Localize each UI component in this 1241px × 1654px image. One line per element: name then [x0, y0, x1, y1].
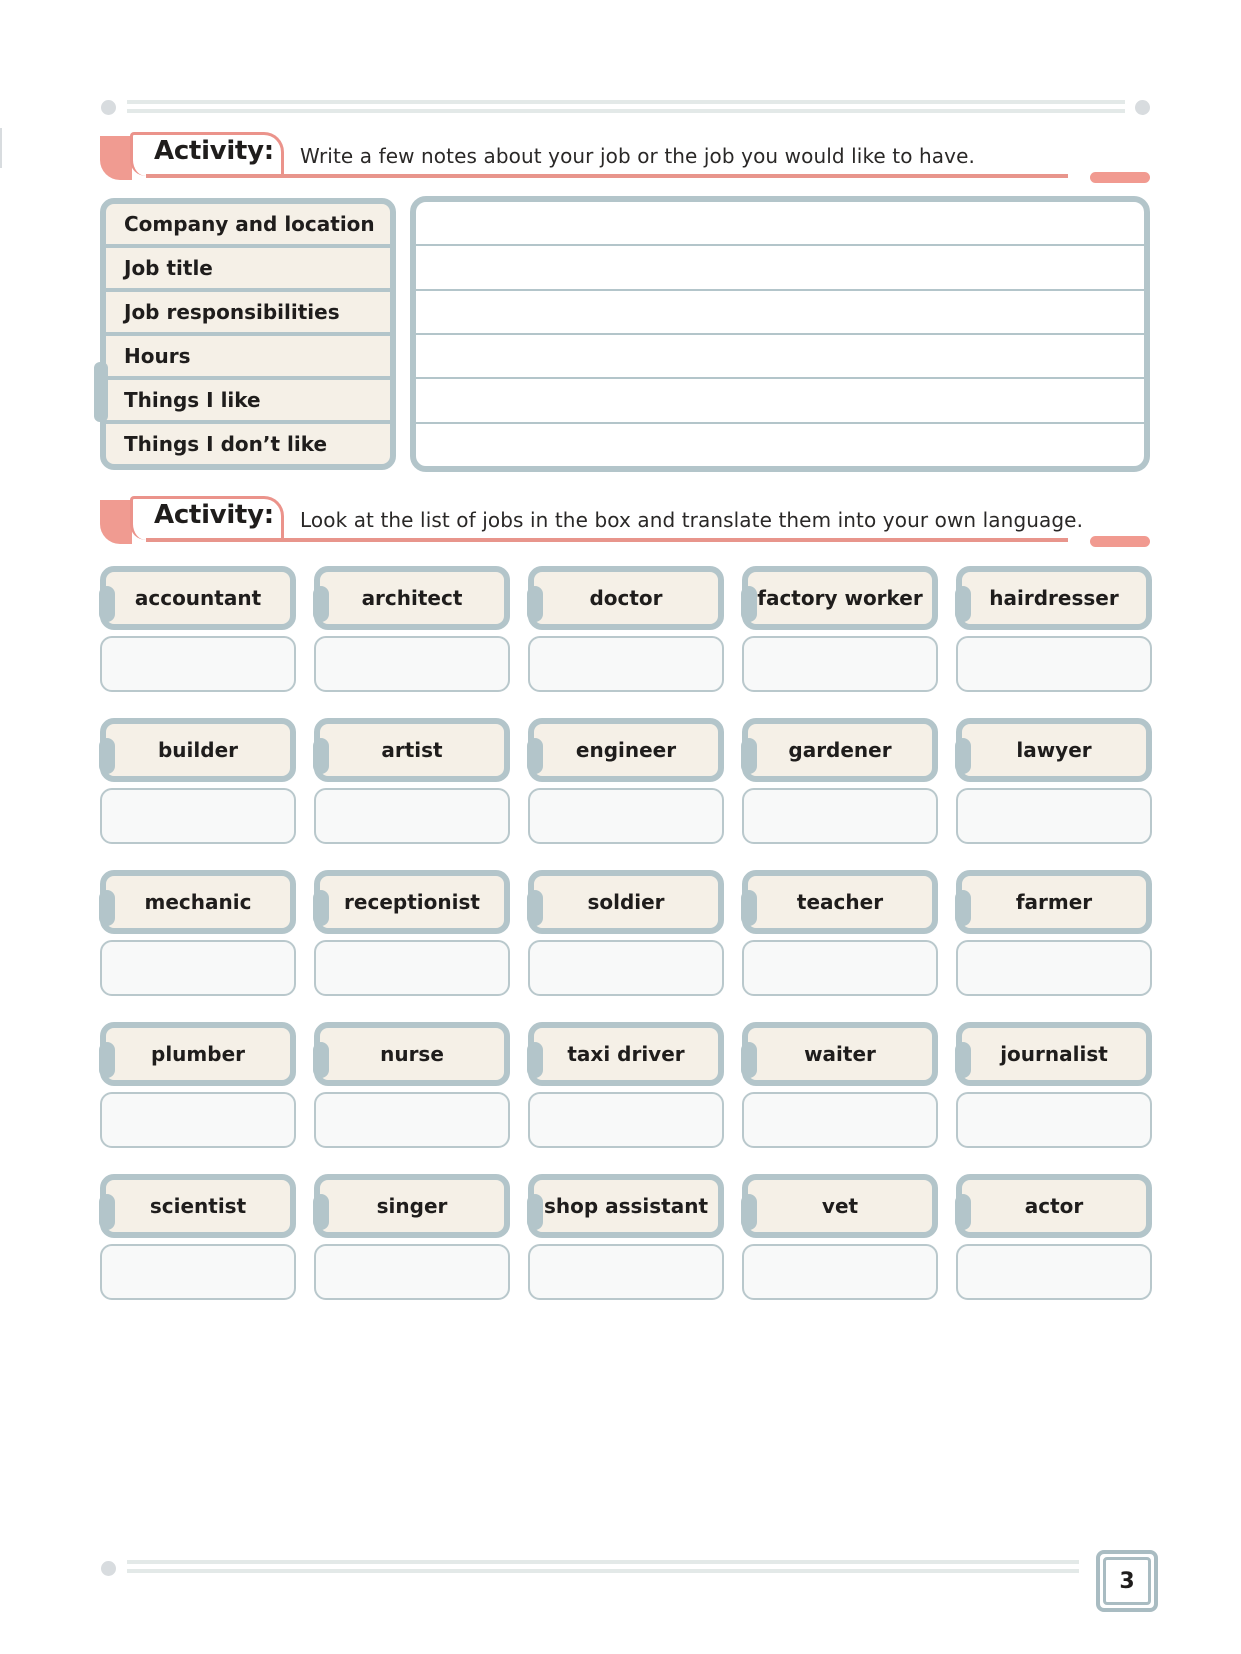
job-label-box	[528, 566, 724, 630]
translation-box	[742, 636, 938, 692]
job-label-tab	[741, 1194, 757, 1230]
job-label: engineer	[575, 738, 677, 762]
jobs-grid	[100, 566, 1152, 1302]
translation-box	[742, 788, 938, 844]
translation-box	[956, 1092, 1152, 1148]
bottom-rule-line	[127, 1560, 1079, 1564]
job-label: waiter	[804, 1042, 876, 1066]
job-label: actor	[1024, 1194, 1084, 1218]
notes-line	[416, 335, 1144, 379]
job-cell	[742, 1022, 938, 1150]
job-label: accountant	[134, 586, 262, 610]
translation-box	[956, 636, 1152, 692]
translation-input[interactable]	[744, 790, 940, 844]
job-label-box	[314, 566, 510, 630]
notes-label-dislikes: Things I don’t like	[106, 424, 390, 464]
job-cell	[100, 566, 296, 694]
job-label-box	[314, 1022, 510, 1086]
job-label: journalist	[1000, 1042, 1108, 1066]
top-rule-line	[127, 109, 1125, 113]
job-label: soldier	[587, 890, 665, 914]
job-label: factory worker	[757, 586, 923, 610]
translation-input[interactable]	[102, 1246, 298, 1300]
notes-label-likes: Things I like	[106, 380, 390, 420]
job-label-box	[742, 1174, 938, 1238]
translation-input[interactable]	[530, 638, 726, 692]
job-label-box	[956, 1174, 1152, 1238]
activity-tab-bar	[100, 500, 132, 544]
notes-side-tab	[94, 362, 108, 422]
job-label-tab	[955, 1042, 971, 1078]
translation-input[interactable]	[744, 1094, 940, 1148]
translation-input[interactable]	[958, 1094, 1154, 1148]
job-label-tab	[955, 738, 971, 774]
job-cell	[100, 1174, 296, 1302]
translation-box	[528, 1244, 724, 1300]
job-cell	[528, 718, 724, 846]
margin-mark	[0, 128, 2, 168]
activity-2-header	[100, 496, 1152, 548]
hours-input[interactable]	[416, 335, 1144, 377]
notes-line	[416, 424, 1144, 466]
activity-pill	[1090, 536, 1150, 547]
translation-input[interactable]	[102, 638, 298, 692]
job-label-box	[314, 1174, 510, 1238]
notes-label-job-title: Job title	[106, 248, 390, 288]
job-label: builder	[157, 738, 238, 762]
job-cell	[528, 566, 724, 694]
notes-label-hours: Hours	[106, 336, 390, 376]
top-rule-dot-left	[101, 100, 116, 115]
job-label: mechanic	[144, 890, 252, 914]
translation-box	[100, 636, 296, 692]
translation-input[interactable]	[530, 790, 726, 844]
job-label-box	[314, 870, 510, 934]
job-label-tab	[741, 1042, 757, 1078]
job-cell	[100, 718, 296, 846]
job-label: nurse	[380, 1042, 444, 1066]
job-label-tab	[955, 890, 971, 926]
translation-box	[742, 940, 938, 996]
job-label-tab	[99, 1194, 115, 1230]
notes-answers	[410, 196, 1150, 472]
job-label-box	[956, 870, 1152, 934]
job-title-input[interactable]	[416, 246, 1144, 288]
job-label-box	[528, 1174, 724, 1238]
job-cell	[956, 1174, 1152, 1302]
translation-input[interactable]	[316, 1246, 512, 1300]
translation-box	[314, 636, 510, 692]
job-cell	[314, 1022, 510, 1150]
job-label-tab	[955, 586, 971, 622]
bottom-rule-dot	[101, 1561, 116, 1576]
translation-box	[742, 1092, 938, 1148]
activity-tab-bar	[100, 136, 132, 180]
translation-input[interactable]	[102, 942, 298, 996]
job-label-box	[956, 566, 1152, 630]
job-cell	[956, 1022, 1152, 1150]
translation-input[interactable]	[102, 1094, 298, 1148]
translation-box	[528, 1092, 724, 1148]
job-label: plumber	[151, 1042, 245, 1066]
job-cell	[528, 1174, 724, 1302]
page-number: 3	[1103, 1557, 1151, 1605]
job-label-tab	[527, 1042, 543, 1078]
job-label: scientist	[149, 1194, 247, 1218]
job-cell	[314, 870, 510, 998]
translation-input[interactable]	[316, 942, 512, 996]
notes-line	[416, 202, 1144, 246]
translation-input[interactable]	[958, 1246, 1154, 1300]
translation-input[interactable]	[958, 638, 1154, 692]
job-label-tab	[741, 586, 757, 622]
job-label-box	[314, 718, 510, 782]
translation-input[interactable]	[316, 638, 512, 692]
notes-label-responsibilities: Job responsibilities	[106, 292, 390, 332]
job-label-tab	[313, 738, 329, 774]
job-cell	[956, 718, 1152, 846]
job-cell	[742, 1174, 938, 1302]
job-label: lawyer	[1016, 738, 1092, 762]
job-cell	[314, 718, 510, 846]
job-label-box	[528, 1022, 724, 1086]
job-label-box	[956, 718, 1152, 782]
translation-input[interactable]	[958, 942, 1154, 996]
translation-input[interactable]	[744, 942, 940, 996]
translation-box	[100, 1092, 296, 1148]
job-label: architect	[361, 586, 463, 610]
translation-box	[956, 1244, 1152, 1300]
translation-box	[314, 1092, 510, 1148]
activity-label: Activity:	[154, 500, 274, 530]
job-label-box	[100, 1174, 296, 1238]
dislikes-input[interactable]	[416, 424, 1144, 466]
notes-labels	[100, 198, 396, 470]
job-label-tab	[527, 586, 543, 622]
notes-line	[416, 379, 1144, 423]
translation-input[interactable]	[102, 790, 298, 844]
job-label-tab	[99, 738, 115, 774]
activity-label: Activity:	[154, 136, 274, 166]
translation-box	[528, 788, 724, 844]
job-label-box	[100, 718, 296, 782]
job-label: vet	[821, 1194, 859, 1218]
translation-box	[100, 1244, 296, 1300]
translation-input[interactable]	[744, 638, 940, 692]
job-label: receptionist	[344, 890, 480, 914]
translation-input[interactable]	[316, 790, 512, 844]
activity-underline	[146, 538, 1068, 542]
translation-input[interactable]	[316, 1094, 512, 1148]
translation-box	[314, 940, 510, 996]
translation-input[interactable]	[530, 942, 726, 996]
top-rule-line	[127, 100, 1125, 104]
notes-label-company: Company and location	[106, 204, 390, 244]
top-rule-dot-right	[1135, 100, 1150, 115]
job-label-box	[528, 718, 724, 782]
job-label-box	[100, 1022, 296, 1086]
translation-box	[528, 636, 724, 692]
job-cell	[314, 1174, 510, 1302]
notes-line	[416, 291, 1144, 335]
job-label-tab	[99, 1042, 115, 1078]
job-cell	[528, 1022, 724, 1150]
job-label-box	[100, 566, 296, 630]
job-label-tab	[741, 890, 757, 926]
job-cell	[100, 1022, 296, 1150]
job-label: hairdresser	[989, 586, 1119, 610]
job-label-box	[528, 870, 724, 934]
activity-1-header	[100, 132, 1152, 184]
bottom-rule-line	[127, 1569, 1079, 1573]
job-cell	[742, 718, 938, 846]
job-label: singer	[376, 1194, 448, 1218]
job-label-tab	[313, 1042, 329, 1078]
job-label: gardener	[788, 738, 892, 762]
job-cell	[742, 566, 938, 694]
job-label-tab	[741, 738, 757, 774]
job-label-box	[742, 870, 938, 934]
translation-input[interactable]	[744, 1246, 940, 1300]
job-label-box	[100, 870, 296, 934]
job-label: shop assistant	[543, 1194, 709, 1218]
job-label-tab	[313, 890, 329, 926]
job-label-tab	[313, 586, 329, 622]
translation-box	[742, 1244, 938, 1300]
job-label-box	[956, 1022, 1152, 1086]
job-cell	[528, 870, 724, 998]
activity-pill	[1090, 172, 1150, 183]
job-cell	[314, 566, 510, 694]
notes-line	[416, 246, 1144, 290]
likes-input[interactable]	[416, 379, 1144, 421]
job-cell	[956, 566, 1152, 694]
job-label-tab	[99, 890, 115, 926]
job-label-tab	[527, 1194, 543, 1230]
job-label-box	[742, 1022, 938, 1086]
company-input[interactable]	[416, 202, 1144, 244]
job-label-box	[742, 566, 938, 630]
translation-box	[314, 1244, 510, 1300]
translation-box	[956, 940, 1152, 996]
translation-box	[314, 788, 510, 844]
responsibilities-input[interactable]	[416, 291, 1144, 333]
translation-box	[100, 940, 296, 996]
job-label: doctor	[589, 586, 663, 610]
job-label-tab	[527, 890, 543, 926]
translation-input[interactable]	[530, 1094, 726, 1148]
job-label: artist	[381, 738, 443, 762]
translation-box	[528, 940, 724, 996]
translation-box	[100, 788, 296, 844]
translation-box	[956, 788, 1152, 844]
job-label: farmer	[1015, 890, 1093, 914]
job-cell	[100, 870, 296, 998]
job-cell	[742, 870, 938, 998]
job-label-box	[742, 718, 938, 782]
activity-underline	[146, 174, 1068, 178]
activity-instruction: Look at the list of jobs in the box and translate them into your own language.	[300, 508, 1084, 532]
job-label: teacher	[796, 890, 884, 914]
job-label-tab	[527, 738, 543, 774]
job-label-tab	[313, 1194, 329, 1230]
job-label: taxi driver	[567, 1042, 685, 1066]
activity-instruction: Write a few notes about your job or the job you would like to have.	[300, 144, 975, 168]
job-cell	[956, 870, 1152, 998]
job-label-tab	[99, 586, 115, 622]
page-number-box	[1096, 1550, 1158, 1612]
translation-input[interactable]	[530, 1246, 726, 1300]
job-label-tab	[955, 1194, 971, 1230]
translation-input[interactable]	[958, 790, 1154, 844]
